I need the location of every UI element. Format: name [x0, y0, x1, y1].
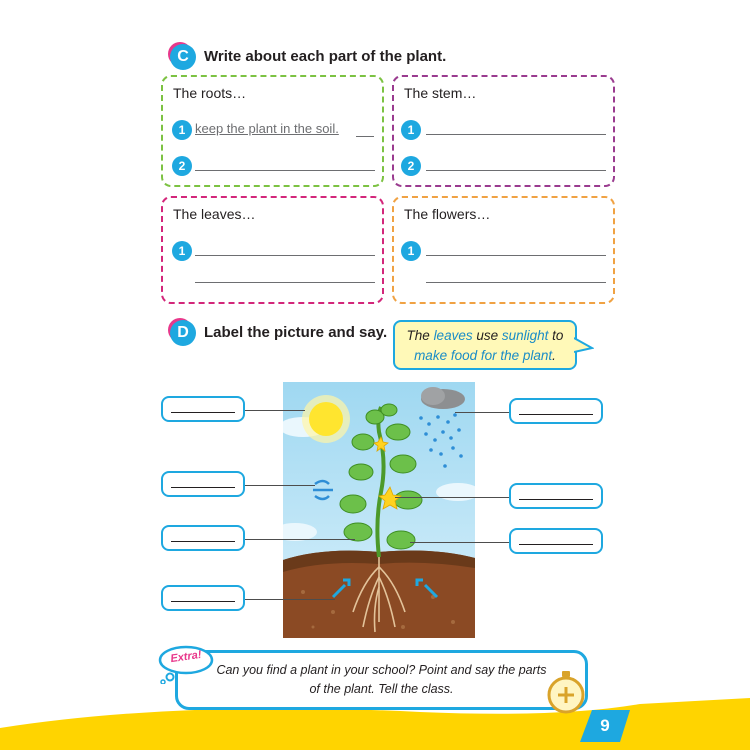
speech-bubble: The leaves use sunlight to make food for the plant.	[393, 320, 577, 370]
stem-write-line-1[interactable]	[426, 134, 606, 135]
label-box-rain[interactable]	[509, 398, 603, 424]
flowers-box	[392, 196, 615, 304]
extra-text	[208, 661, 555, 699]
stem-box-title: The stem…	[404, 85, 477, 101]
extra-tag: Extra!	[169, 648, 203, 666]
stem-box	[392, 75, 615, 187]
label-box-air[interactable]	[161, 471, 245, 497]
stem-write-line-2[interactable]	[426, 170, 606, 171]
flowers-write-line-2[interactable]	[426, 282, 606, 283]
label-box-leaf[interactable]	[161, 525, 245, 551]
flowers-write-line-1[interactable]	[426, 255, 606, 256]
bubble-highlight-leaves: leaves	[433, 328, 473, 343]
extra-text-line-1: Can you find a plant in your school? Point and say the parts	[216, 663, 547, 677]
leaves-write-line-2[interactable]	[195, 282, 375, 283]
page-number: 9	[600, 716, 610, 735]
extra-text-line-2: of the plant. Tell the class.	[309, 682, 454, 696]
roots-number-2: 2	[172, 156, 192, 176]
roots-write-line-1[interactable]	[356, 136, 374, 137]
leaves-box-title: The leaves…	[173, 206, 256, 222]
section-c-title: Write about each part of the plant.	[204, 48, 447, 65]
stem-number-1: 1	[401, 120, 421, 140]
section-d-badge	[170, 320, 196, 346]
bubble-highlight-sunlight: sunlight	[501, 328, 549, 343]
label-box-stem[interactable]	[509, 528, 603, 554]
section-d-title: Label the picture and say.	[204, 324, 388, 341]
leaves-write-line-1[interactable]	[195, 255, 375, 256]
roots-answer-1: keep the plant in the soil.	[195, 121, 339, 136]
leaves-box	[161, 196, 384, 304]
flowers-box-title: The flowers…	[404, 206, 491, 222]
bubble-highlight-food: make food for the plant	[414, 348, 553, 363]
connector-stem	[410, 542, 509, 543]
connector-leaf	[245, 539, 355, 540]
roots-number-1: 1	[172, 120, 192, 140]
label-box-flower[interactable]	[509, 483, 603, 509]
roots-write-line-2[interactable]	[195, 170, 375, 171]
connector-air	[245, 485, 315, 486]
section-d-letter: D	[177, 324, 189, 341]
connector-rain	[455, 412, 509, 413]
label-box-sun[interactable]	[161, 396, 245, 422]
stem-number-2: 2	[401, 156, 421, 176]
connector-sun	[245, 410, 305, 411]
section-c-letter: C	[177, 48, 189, 65]
label-box-water[interactable]	[161, 585, 245, 611]
extra-box	[175, 650, 588, 710]
roots-box	[161, 75, 384, 187]
connector-water	[245, 599, 335, 600]
flowers-number-1: 1	[401, 241, 421, 261]
leaves-number-1: 1	[172, 241, 192, 261]
stopwatch-icon	[546, 670, 586, 714]
speech-bubble-tail	[574, 336, 594, 356]
connector-flower	[395, 497, 509, 498]
section-c-badge	[170, 44, 196, 70]
roots-box-title: The roots…	[173, 85, 247, 101]
